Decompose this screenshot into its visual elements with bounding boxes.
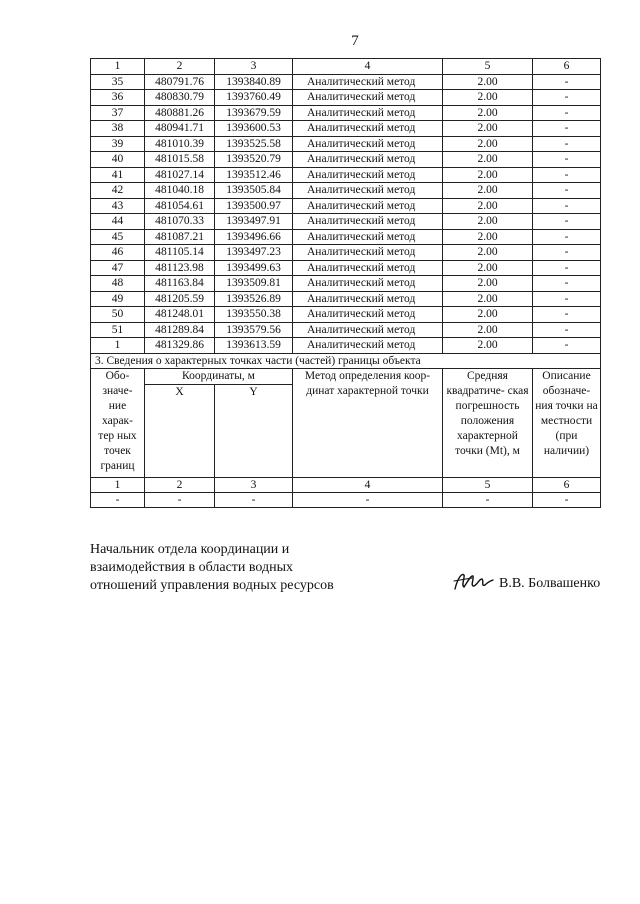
empty-cell: - [145,493,215,508]
x-coordinate: 481105.14 [145,245,215,261]
description-cell: - [533,198,601,214]
error-cell: 2.00 [443,183,533,199]
error-cell: 2.00 [443,229,533,245]
y-coordinate: 1393613.59 [215,338,293,354]
description-cell: - [533,260,601,276]
method-header: Метод определения коор- динат характерной точки [293,369,443,478]
position-line: отношений управления водных ресурсов [90,578,334,593]
y-header: Y [215,385,293,478]
x-coordinate: 481163.84 [145,276,215,292]
x-coordinate: 481027.14 [145,167,215,183]
empty-data-row [91,493,601,508]
table-row [91,307,601,323]
x-coordinate: 481054.61 [145,198,215,214]
y-coordinate: 1393520.79 [215,152,293,168]
method-cell: Аналитический метод [293,322,443,338]
table-row [91,245,601,261]
method-cell: Аналитический метод [293,214,443,230]
y-coordinate: 1393496.66 [215,229,293,245]
y-coordinate: 1393512.46 [215,167,293,183]
description-cell: - [533,245,601,261]
table-row [91,152,601,168]
signature-block [90,541,334,595]
description-cell: - [533,229,601,245]
point-number: 42 [91,183,145,199]
table-row [91,260,601,276]
method-cell: Аналитический метод [293,229,443,245]
description-cell: - [533,276,601,292]
column-number: 6 [533,59,601,75]
table-row [91,276,601,292]
error-header: Средняя квадратиче- ская погрешность положения характерной точки (Mt), м [443,369,533,478]
point-number: 41 [91,167,145,183]
table-row [91,121,601,137]
y-coordinate: 1393499.63 [215,260,293,276]
method-cell: Аналитический метод [293,167,443,183]
y-coordinate: 1393550.38 [215,307,293,323]
point-number: 44 [91,214,145,230]
empty-cell: - [215,493,293,508]
table-row [91,167,601,183]
method-cell: Аналитический метод [293,152,443,168]
x-coordinate: 480791.76 [145,74,215,90]
handwritten-signature [452,569,496,595]
table-row [91,338,601,354]
error-cell: 2.00 [443,245,533,261]
section-header-row [91,369,601,385]
point-number: 38 [91,121,145,137]
point-number: 43 [91,198,145,214]
description-cell: - [533,105,601,121]
error-cell: 2.00 [443,121,533,137]
point-number: 36 [91,90,145,106]
x-coordinate: 481015.58 [145,152,215,168]
signer-name: В.В. Болвашенко [499,576,601,591]
error-cell: 2.00 [443,136,533,152]
description-cell: - [533,338,601,354]
description-cell: - [533,90,601,106]
x-coordinate: 481329.86 [145,338,215,354]
point-number: 46 [91,245,145,261]
method-cell: Аналитический метод [293,338,443,354]
method-cell: Аналитический метод [293,74,443,90]
column-number: 2 [145,478,215,493]
y-coordinate: 1393497.23 [215,245,293,261]
point-number: 39 [91,136,145,152]
column-number: 4 [293,59,443,75]
page-number: 7 [351,33,359,49]
error-cell: 2.00 [443,105,533,121]
table-row [91,90,601,106]
method-cell: Аналитический метод [293,260,443,276]
point-number: 37 [91,105,145,121]
method-cell: Аналитический метод [293,136,443,152]
error-cell: 2.00 [443,90,533,106]
position-line: взаимодействия в области водных [90,560,294,575]
method-cell: Аналитический метод [293,105,443,121]
description-cell: - [533,322,601,338]
point-number: 47 [91,260,145,276]
x-coordinate: 481289.84 [145,322,215,338]
y-coordinate: 1393760.49 [215,90,293,106]
point-number: 1 [91,338,145,354]
error-cell: 2.00 [443,167,533,183]
error-cell: 2.00 [443,322,533,338]
column-number: 4 [293,478,443,493]
method-cell: Аналитический метод [293,183,443,199]
point-number: 49 [91,291,145,307]
method-cell: Аналитический метод [293,291,443,307]
table-row [91,105,601,121]
error-cell: 2.00 [443,214,533,230]
description-cell: - [533,167,601,183]
table-row [91,183,601,199]
x-coordinate: 481010.39 [145,136,215,152]
point-number: 45 [91,229,145,245]
y-coordinate: 1393505.84 [215,183,293,199]
table-row [91,198,601,214]
point-number: 51 [91,322,145,338]
method-cell: Аналитический метод [293,276,443,292]
y-coordinate: 1393526.89 [215,291,293,307]
column-number: 5 [443,478,533,493]
y-coordinate: 1393525.58 [215,136,293,152]
table-row [91,322,601,338]
section-title-row [91,353,601,369]
x-coordinate: 481087.21 [145,229,215,245]
method-cell: Аналитический метод [293,307,443,323]
empty-cell: - [91,493,145,508]
error-cell: 2.00 [443,74,533,90]
y-coordinate: 1393500.97 [215,198,293,214]
y-coordinate: 1393497.91 [215,214,293,230]
column-number: 1 [91,59,145,75]
error-cell: 2.00 [443,307,533,323]
column-number-row [91,59,601,75]
error-cell: 2.00 [443,291,533,307]
x-coordinate: 481070.33 [145,214,215,230]
y-coordinate: 1393509.81 [215,276,293,292]
table-row [91,214,601,230]
x-coordinate: 481248.01 [145,307,215,323]
coordinates-table [90,58,601,508]
y-coordinate: 1393579.56 [215,322,293,338]
error-cell: 2.00 [443,276,533,292]
method-cell: Аналитический метод [293,121,443,137]
column-number: 3 [215,478,293,493]
empty-cell: - [443,493,533,508]
column-number: 2 [145,59,215,75]
description-header: Описание обозначе- ния точки на местности (при наличии) [533,369,601,478]
section-title: 3. Сведения о характерных точках части (частей) границы объекта [91,353,601,369]
point-number: 48 [91,276,145,292]
x-coordinate: 480881.26 [145,105,215,121]
coordinates-header: Координаты, м [145,369,293,385]
x-coordinate: 481040.18 [145,183,215,199]
method-cell: Аналитический метод [293,90,443,106]
error-cell: 2.00 [443,338,533,354]
x-coordinate: 481123.98 [145,260,215,276]
point-number: 40 [91,152,145,168]
table-row [91,291,601,307]
column-number: 6 [533,478,601,493]
description-cell: - [533,74,601,90]
position-line: Начальник отдела координации и [90,542,290,557]
error-cell: 2.00 [443,260,533,276]
table-row [91,74,601,90]
method-cell: Аналитический метод [293,198,443,214]
description-cell: - [533,183,601,199]
y-coordinate: 1393679.59 [215,105,293,121]
x-header: X [145,385,215,478]
description-cell: - [533,291,601,307]
column-number: 3 [215,59,293,75]
description-cell: - [533,214,601,230]
description-cell: - [533,136,601,152]
column-number: 5 [443,59,533,75]
y-coordinate: 1393840.89 [215,74,293,90]
error-cell: 2.00 [443,152,533,168]
section-column-number-row [91,478,601,493]
table-row [91,136,601,152]
empty-cell: - [533,493,601,508]
point-number: 50 [91,307,145,323]
error-cell: 2.00 [443,198,533,214]
empty-cell: - [293,493,443,508]
x-coordinate: 480830.79 [145,90,215,106]
description-cell: - [533,152,601,168]
point-number: 35 [91,74,145,90]
column-number: 1 [91,478,145,493]
method-cell: Аналитический метод [293,245,443,261]
description-cell: - [533,307,601,323]
x-coordinate: 480941.71 [145,121,215,137]
description-cell: - [533,121,601,137]
y-coordinate: 1393600.53 [215,121,293,137]
designation-header: Обо- значе- ние харак- тер ных точек границ [91,369,145,478]
table-row [91,229,601,245]
x-coordinate: 481205.59 [145,291,215,307]
